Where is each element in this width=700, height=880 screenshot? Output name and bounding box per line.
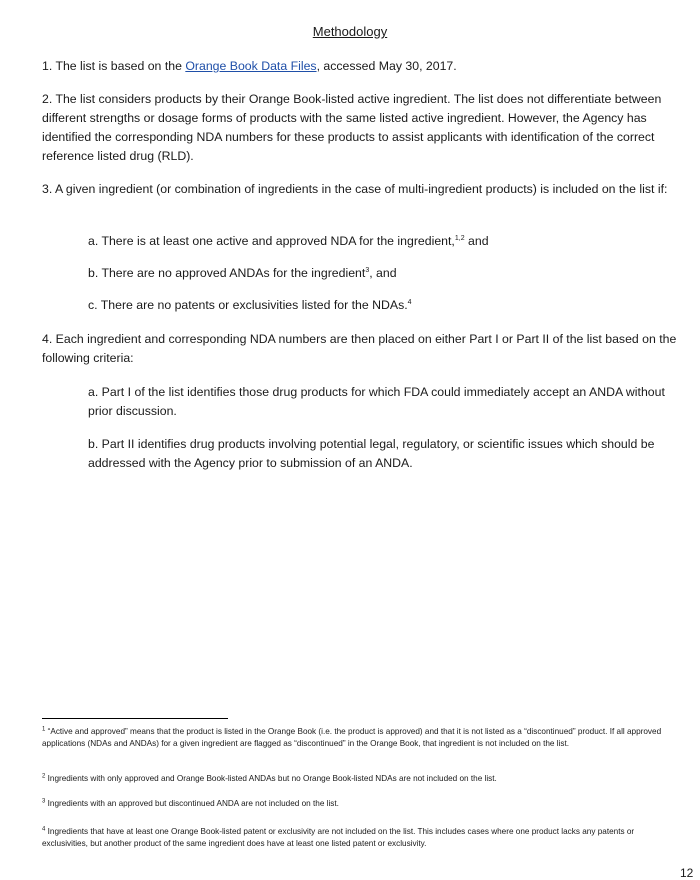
criterion-3c-text: c. There are no patents or exclusivities listed for the NDAs. <box>88 298 408 312</box>
paragraph-3: 3. A given ingredient (or combination of ingredients in the case of multi-ingredient products) is included on the list if: <box>42 182 668 196</box>
paragraph-1 <box>42 57 682 76</box>
footnote-4-text: Ingredients that have at least one Orange Book-listed patent or exclusivity are not included on the list. This includes cases where one product lacks any patents or exclusivities, but another product of the same ingredient does have at least one listed patent or exclusivity. <box>42 827 635 848</box>
criterion-3a-text: a. There is at least one active and approved NDA for the ingredient, <box>88 234 455 248</box>
footnote-4-number: 4 <box>42 826 46 833</box>
paragraph-2: 2. The list considers products by their Orange Book-listed active ingredient. The list does not differentiate between different strengths or dosage forms of products with the same listed active ingredient. However, the Agency has identified the corresponding NDA numbers for these products to assist applicants with identification of the correct reference listed drug (RLD). <box>42 92 662 163</box>
paragraph-4: 4. Each ingredient and corresponding NDA numbers are then placed on either Part I or Part II of the list based on the following criteria: <box>42 332 677 365</box>
page-title: Methodology <box>312 24 388 39</box>
footnote-ref-1-2: 1,2 <box>454 234 465 242</box>
footnote-ref-3: 3 <box>365 266 370 274</box>
criterion-3b-after: , and <box>369 266 397 280</box>
paragraph-1-text-before: 1. The list is based on the <box>42 59 186 73</box>
page-number: 12 <box>680 866 694 880</box>
footnote-4 <box>42 826 682 850</box>
footnote-1-text: “Active and approved” means that the product is listed in the Orange Book (i.e. the product is approved) and that it is not listed as a “discontinued” product. If all approved applications (NDAs and ANDAs) for a given ingredient are flagged as “discontinued” in the Orange Book, that ingredient is not included on the list. <box>42 727 662 748</box>
paragraph-1-text-after: , accessed May 30, 2017. <box>316 59 457 73</box>
criterion-3c <box>88 296 682 315</box>
footnote-ref-4: 4 <box>407 298 412 306</box>
criterion-3b <box>88 264 682 283</box>
footnote-2-text: Ingredients with only approved and Orange Book-listed ANDAs but no Orange Book-listed NDAs are not included on the list. <box>47 774 497 783</box>
criterion-3a <box>88 232 682 251</box>
footnote-3 <box>42 798 682 810</box>
footnote-3-number: 3 <box>42 798 46 805</box>
criterion-4b: b. Part II identifies drug products involving potential legal, regulatory, or scientific issues which should be addressed with the Agency prior to submission of an ANDA. <box>88 437 655 470</box>
footnote-2-number: 2 <box>42 773 46 780</box>
footnote-separator <box>42 718 228 719</box>
criterion-4a: a. Part I of the list identifies those drug products for which FDA could immediately accept an ANDA without prior discussion. <box>88 385 665 418</box>
criterion-3a-after: and <box>464 234 489 248</box>
criterion-3b-text: b. There are no approved ANDAs for the ingredient <box>88 266 366 280</box>
footnote-3-text: Ingredients with an approved but discontinued ANDA are not included on the list. <box>47 799 339 808</box>
footnote-1-number: 1 <box>42 726 46 733</box>
footnote-2 <box>42 773 682 785</box>
footnote-1 <box>42 726 682 750</box>
orange-book-data-files-link[interactable]: Orange Book Data Files <box>185 59 317 73</box>
